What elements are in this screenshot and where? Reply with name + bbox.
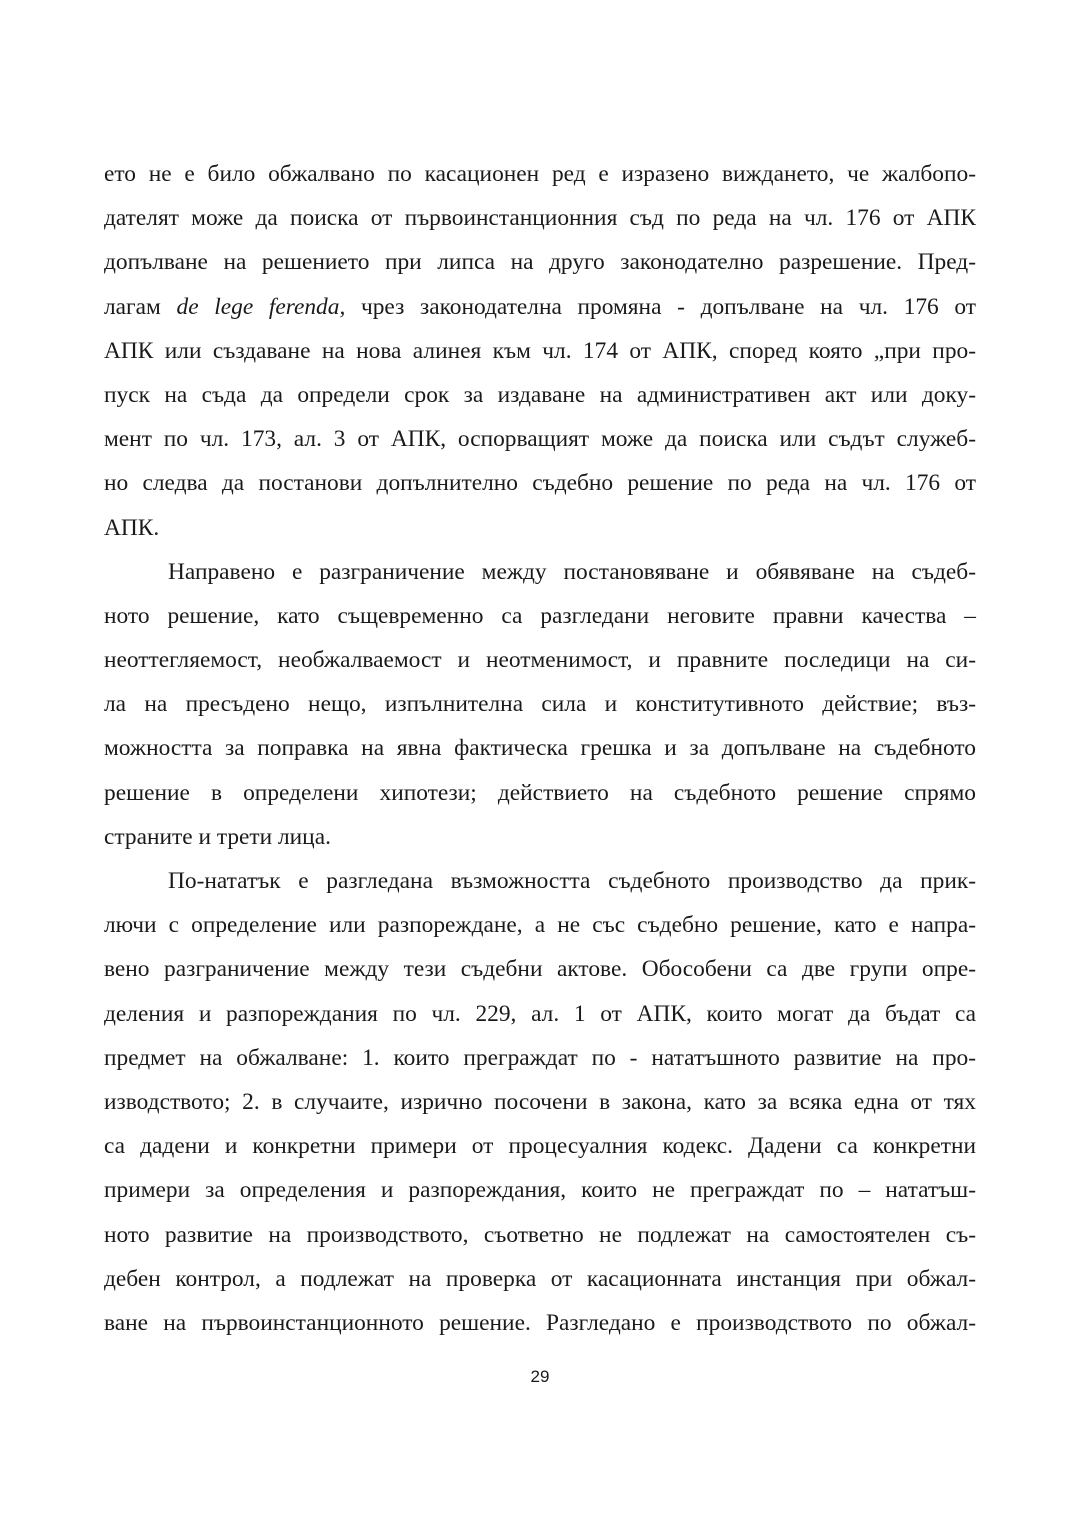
text-line: дебен контрол, а подлежат на проверка от касационната инстанция при обжал-: [104, 1265, 976, 1292]
body-text: [104, 152, 976, 1345]
text-segment: лагам: [104, 293, 177, 320]
text-line: вено разграничение между тези съдебни актове. Обособени са две групи опре-: [104, 956, 976, 983]
text-line: мент по чл. 173, ал. 3 от АПК, оспорващият може да поиска или съдът служеб-: [104, 426, 976, 453]
text-line: ното развитие на производството, съответно не подлежат на самостоятелен съ-: [104, 1221, 976, 1248]
text-line: деления и разпореждания по чл. 229, ал. 1 от АПК, които могат да бъдат са: [104, 1000, 976, 1027]
text-line: предмет на обжалване: 1. които преграждат по - нататъшното развитие на про-: [104, 1044, 976, 1071]
text-segment: чрез законодателна промяна - допълване на чл. 176 от: [345, 293, 976, 320]
paragraph-2: [104, 550, 976, 859]
text-line: ла на пресъдено нещо, изпълнителна сила и конститутивното действие; въз-: [104, 691, 976, 718]
text-line: лючи с определение или разпореждане, а не със съдебно решение, като е напра-: [104, 912, 976, 939]
paragraph-1: [104, 152, 976, 550]
text-line: ване на първоинстанционното решение. Разгледано е производството по обжал-: [104, 1309, 976, 1336]
text-line: Направено е разграничение между постановяване и обявяване на съдеб-: [168, 558, 976, 585]
text-line: допълване на решението при липса на друго законодателно разрешение. Пред-: [104, 249, 976, 276]
paragraph-3: [104, 859, 976, 1345]
text-line: [104, 285, 976, 329]
latin-phrase: de lege ferenda,: [176, 293, 346, 320]
text-line: страните и трети лица.: [104, 823, 331, 850]
text-line: пуск на съда да определи срок за издаване на административен акт или доку-: [104, 381, 976, 408]
text-line: неоттегляемост, необжалваемост и неотменимост, и правните последици на си-: [104, 647, 976, 674]
text-line: АПК или създаване на нова алинея към чл. 174 от АПК, според която „при про-: [104, 337, 976, 364]
text-line: примери за определения и разпореждания, които не преграждат по – нататъш-: [104, 1177, 976, 1204]
page-number: 29: [530, 1367, 550, 1386]
text-line: ното решение, като същевременно са разгледани неговите правни качества –: [104, 602, 976, 629]
text-line: можността за поправка на явна фактическа грешка и за допълване на съдебното: [104, 735, 976, 762]
text-line: са дадени и конкретни примери от процесуалния кодекс. Дадени са конкретни: [104, 1133, 976, 1160]
text-line: АПК.: [104, 514, 160, 541]
text-line: изводството; 2. в случаите, изрично посочени в закона, като за всяка една от тях: [104, 1088, 976, 1115]
text-line: но следва да постанови допълнително съдебно решение по реда на чл. 176 от: [104, 470, 976, 497]
text-line: решение в определени хипотези; действието на съдебното решение спрямо: [104, 779, 976, 806]
text-line: дателят може да поиска от първоинстанционния съд по реда на чл. 176 от АПК: [104, 205, 976, 232]
text-line: ето не е било обжалвано по касационен ред е изразено виждането, че жалбопо-: [104, 161, 976, 187]
text-line: По-нататък е разгледана възможността съдебното производство да прик-: [168, 868, 976, 894]
